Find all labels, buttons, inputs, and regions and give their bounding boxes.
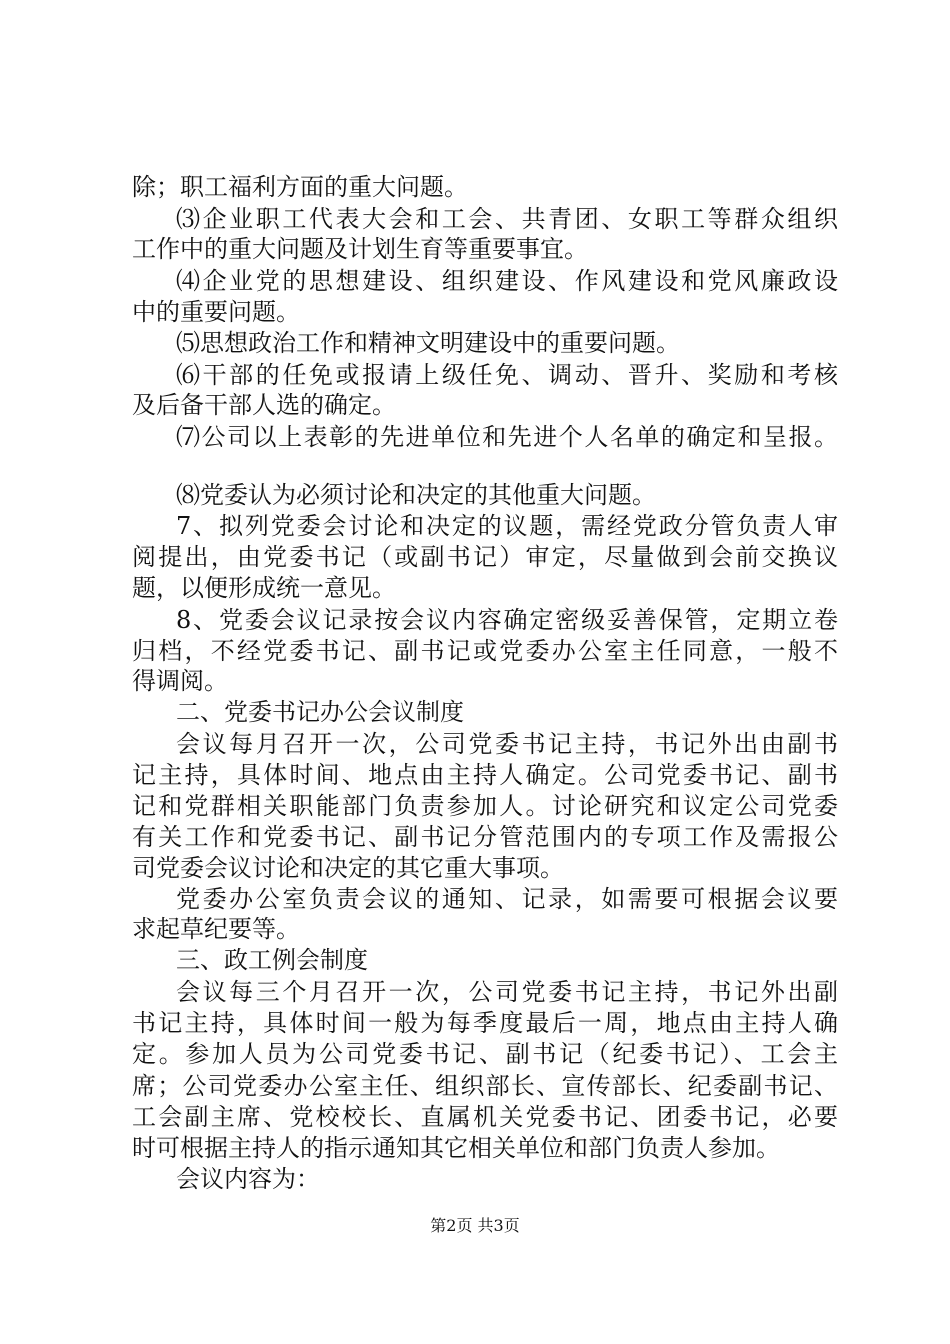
section-heading: 三、政工例会制度	[176, 946, 368, 974]
paragraph-line: 定。参加人员为公司党委书记、副书记（纪委书记）、工会主	[132, 1040, 838, 1068]
paragraph-line: 党委办公室负责会议的通知、记录，如需要可根据会议要	[176, 885, 838, 913]
paragraph-line: ⑷企业党的思想建设、组织建设、作风建设和党风廉政设	[176, 267, 838, 295]
paragraph-line: ⑶企业职工代表大会和工会、共青团、女职工等群众组织	[176, 205, 838, 233]
paragraph-line: ⑸思想政治工作和精神文明建设中的重要问题。	[176, 329, 680, 357]
paragraph-line: 会议每月召开一次，公司党委书记主持，书记外出由副书	[176, 730, 838, 758]
page-number-footer: 第2页 共3页	[430, 1216, 520, 1235]
paragraph-line: 归档，不经党委书记、副书记或党委办公室主任同意，一般不	[132, 637, 838, 665]
section-heading: 二、党委书记办公会议制度	[176, 698, 464, 726]
paragraph-line: 中的重要问题。	[132, 298, 300, 326]
paragraph-line: ⑹干部的任免或报请上级任免、调动、晋升、奖励和考核	[176, 361, 838, 389]
paragraph-line: 求起草纪要等。	[132, 915, 300, 943]
paragraph-line: 除；职工福利方面的重大问题。	[132, 173, 468, 201]
paragraph-line: 书记主持，具体时间一般为每季度最后一周，地点由主持人确	[132, 1009, 838, 1037]
paragraph-line: 工作中的重大问题及计划生育等重要事宜。	[132, 235, 588, 263]
paragraph-line: 记主持，具体时间、地点由主持人确定。公司党委书记、副书	[132, 761, 838, 789]
paragraph-line: 席；公司党委办公室主任、组织部长、宣传部长、纪委副书记、	[132, 1072, 838, 1100]
paragraph-line: 8、党委会议记录按会议内容确定密级妥善保管，定期立卷	[176, 606, 838, 634]
paragraph-line: 会议内容为：	[176, 1165, 320, 1193]
paragraph-line: 及后备干部人选的确定。	[132, 391, 396, 419]
paragraph-line: 7、拟列党委会讨论和决定的议题，需经党政分管负责人审	[176, 512, 838, 540]
paragraph-line: 工会副主席、党校校长、直属机关党委书记、团委书记，必要	[132, 1103, 838, 1131]
paragraph-line: ⑺公司以上表彰的先进单位和先进个人名单的确定和呈报。	[176, 423, 838, 451]
paragraph-line: 阅提出，由党委书记（或副书记）审定，尽量做到会前交换议	[132, 543, 838, 571]
paragraph-line: 时可根据主持人的指示通知其它相关单位和部门负责人参加。	[132, 1134, 780, 1162]
paragraph-line: 司党委会议讨论和决定的其它重大事项。	[132, 854, 564, 882]
paragraph-line: 有关工作和党委书记、副书记分管范围内的专项工作及需报公	[132, 823, 838, 851]
paragraph-line: ⑻党委认为必须讨论和决定的其他重大问题。	[176, 481, 656, 509]
paragraph-line: 题，以便形成统一意见。	[132, 574, 396, 602]
paragraph-line: 会议每三个月召开一次，公司党委书记主持，书记外出副	[176, 978, 838, 1006]
paragraph-line: 记和党群相关职能部门负责参加人。讨论研究和议定公司党委	[132, 792, 838, 820]
paragraph-line: 得调阅。	[132, 667, 228, 695]
